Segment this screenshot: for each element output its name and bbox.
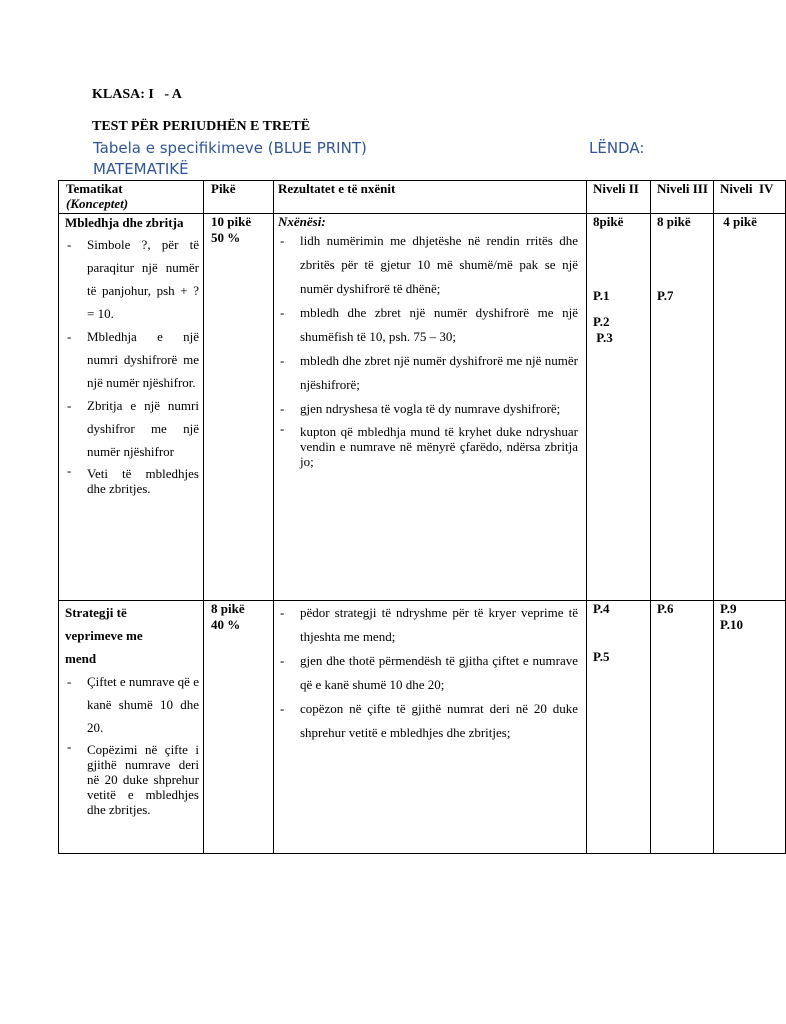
percent-value: 40 %	[211, 617, 241, 632]
test-title: TEST PËR PERIUDHËN E TRETË	[92, 119, 311, 134]
subtopic-item: - Mbledhja e një numri dyshifrorë me një numër njëshifror.	[65, 325, 199, 394]
outcomes-list	[278, 601, 578, 745]
topic-title: Strategji të veprimeve me mend	[65, 605, 143, 666]
subtopic-item: - Zbritja e një numri dyshifror me një numër njëshifror	[65, 394, 199, 463]
table-subtitle: Tabela e specifikimeve (BLUE PRINT)	[93, 139, 367, 157]
subtopic-item: - Copëzimi në çifte i gjithë numrave deri në 20 duke shprehur vetitë e mbledhjes dhe zbritjes.	[65, 739, 199, 817]
outcome-item: - mbledh dhe zbret një numër dyshifrorë me një numër njëshifrorë;	[278, 349, 578, 397]
header-topics	[59, 181, 204, 214]
level4-cell	[714, 214, 786, 601]
header-points: Pikë	[204, 181, 274, 214]
question-ref: P.7	[657, 288, 674, 303]
subtopic-list	[65, 670, 199, 817]
header-topics-sub: (Konceptet)	[66, 196, 129, 211]
outcomes-cell	[274, 214, 587, 601]
subject-label: LËNDA:	[589, 139, 645, 157]
topic-cell	[59, 601, 204, 854]
question-ref: P.1	[593, 288, 610, 303]
level2-points: 8pikë	[593, 214, 624, 229]
outcome-item: - gjen dhe thotë përmendësh të gjitha çiftet e numrave që e kanë shumë 10 dhe 20;	[278, 649, 578, 697]
outcome-item: - copëzon në çifte të gjithë numrat deri në 20 duke shprehur vetitë e mbledhjes dhe zbritjes;	[278, 697, 578, 745]
specification-table	[58, 180, 786, 854]
topic-title: Mbledhja dhe zbritja	[65, 215, 184, 230]
header-row	[59, 181, 786, 214]
header-results: Rezultatet e të nxënit	[274, 181, 587, 214]
question-ref: P.6	[657, 601, 674, 616]
subtopic-item: - Simbole ?, për të paraqitur një numër të panjohur, psh + ? = 10.	[65, 233, 199, 325]
level4-points: 4 pikë	[720, 214, 757, 229]
header-level2: Niveli II	[587, 181, 651, 214]
points-cell	[204, 601, 274, 854]
outcome-item: - kupton që mbledhja mund të kryhet duke ndryshuar vendin e numrave në mënyrë çfarëdo, ndërsa zbritja jo;	[278, 421, 578, 469]
question-ref: P.10	[720, 617, 743, 632]
subtopic-item: - Çiftet e numrave që e kanë shumë 10 dhe 20.	[65, 670, 199, 739]
level2-cell	[587, 601, 651, 854]
points-cell	[204, 214, 274, 601]
points-value: 8 pikë	[211, 601, 245, 616]
subtopic-item: - Veti të mbledhjes dhe zbritjes.	[65, 463, 199, 496]
level3-cell	[651, 601, 714, 854]
outcome-item: - mbledh dhe zbret një numër dyshifrorë me një shumëfish të 10, psh. 75 – 30;	[278, 301, 578, 349]
question-ref: P.3	[593, 330, 613, 345]
question-ref: P.4	[593, 601, 610, 616]
outcome-item: - pëdor strategji të ndryshme për të kryer veprime të thjeshta me mend;	[278, 601, 578, 649]
question-ref: P.2	[593, 314, 610, 329]
points-value: 10 pikë	[211, 214, 252, 229]
class-line: KLASA: I - A	[92, 87, 182, 102]
subtopic-list	[65, 233, 199, 496]
outcomes-cell	[274, 601, 587, 854]
level3-cell	[651, 214, 714, 601]
table-row	[59, 214, 786, 601]
topic-cell	[59, 214, 204, 601]
level3-points: 8 pikë	[657, 214, 691, 229]
outcomes-lead: Nxënësi:	[278, 214, 326, 229]
header-level4: Niveli IV	[714, 181, 786, 214]
level2-cell	[587, 214, 651, 601]
header-level3: Niveli III	[651, 181, 714, 214]
outcome-item: - lidh numërimin me dhjetëshe në rendin rritës dhe zbritës për të gjetur 10 më shumë/më pak se një numër dyshifrorë të dhënë;	[278, 229, 578, 301]
question-ref: P.9	[720, 601, 737, 616]
question-ref: P.5	[593, 649, 610, 664]
outcome-item: - gjen ndryshesa të vogla të dy numrave dyshifrorë;	[278, 397, 578, 421]
level4-cell	[714, 601, 786, 854]
table-row	[59, 601, 786, 854]
header-topics-label: Tematikat	[66, 181, 123, 196]
subject-value: MATEMATIKË	[93, 160, 189, 178]
outcomes-list	[278, 229, 578, 469]
percent-value: 50 %	[211, 230, 241, 245]
